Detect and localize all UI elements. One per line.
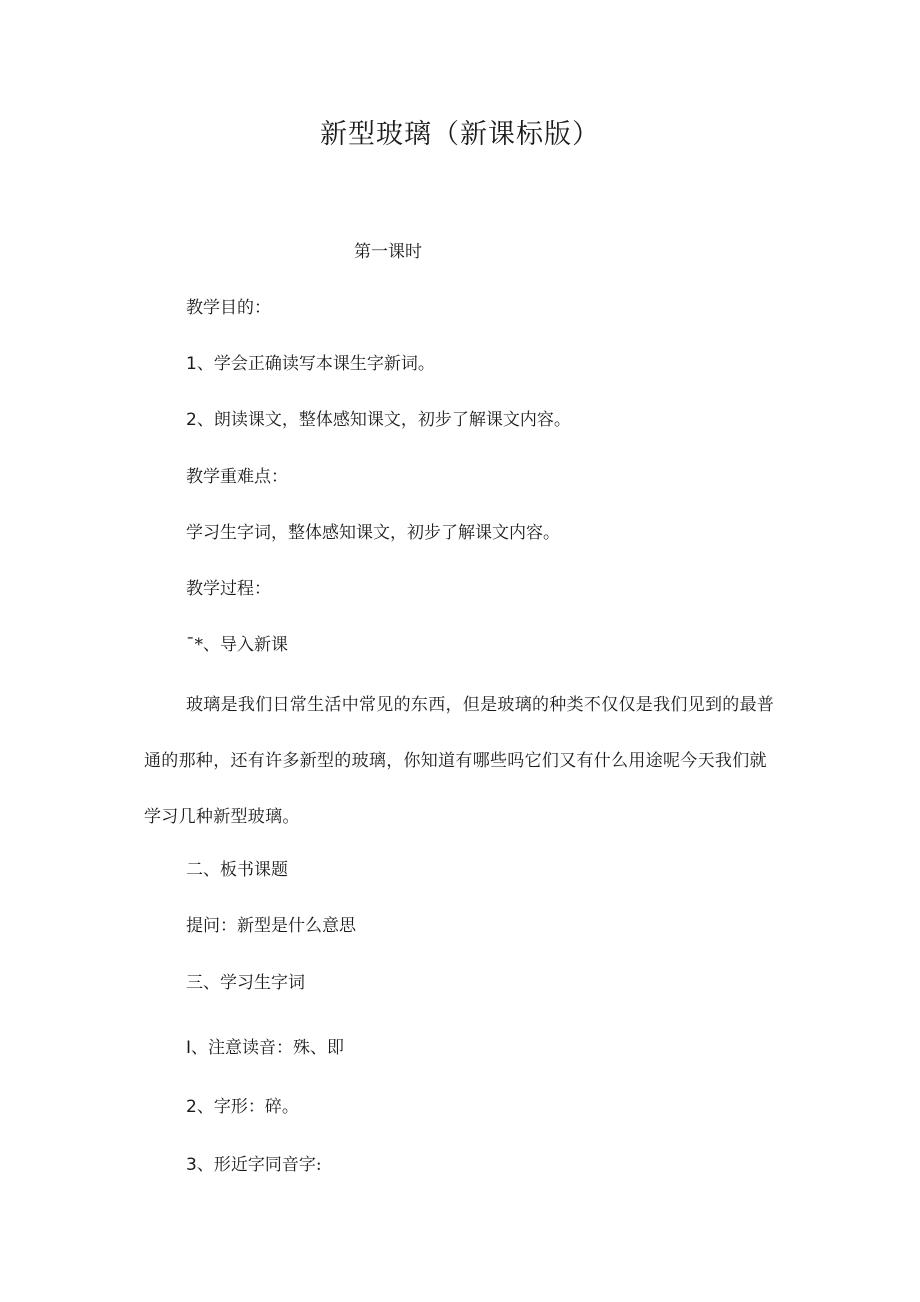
objective-2-text: 、朗读课文，整体感知课文，初步了解课文内容。 (196, 410, 571, 430)
item-3-number: 3 (186, 1155, 197, 1175)
key-points-heading: 教学重难点： (186, 467, 288, 487)
item-1-number: I (186, 1038, 192, 1058)
lesson-label: 第一课时 (354, 242, 422, 262)
objective-2 (186, 409, 571, 431)
item-2 (186, 1096, 299, 1118)
document-title: 新型玻璃（新课标版） (320, 119, 600, 150)
objective-2-number: 2 (186, 410, 197, 430)
step-1-heading: ¯*、导入新课 (186, 635, 288, 655)
item-2-text: 、字形：碎。 (196, 1097, 299, 1117)
objective-1-number: 1 (186, 354, 197, 374)
item-3-text: 、形近字同音字: (196, 1155, 322, 1175)
item-3 (186, 1154, 322, 1176)
step-2-heading: 二、板书课题 (186, 860, 288, 880)
objective-1 (186, 353, 435, 375)
objectives-heading: 教学目的： (186, 298, 271, 318)
question-line: 提问：新型是什么意思 (186, 916, 356, 936)
key-points-text: 学习生字词，整体感知课文，初步了解课文内容。 (186, 523, 560, 543)
step-3-heading: 三、学习生字词 (186, 973, 305, 993)
item-2-number: 2 (186, 1097, 197, 1117)
process-heading: 教学过程： (186, 579, 271, 599)
item-1 (186, 1037, 344, 1059)
objective-1-text: 、学会正确读写本课生字新词。 (196, 354, 435, 374)
step-1-paragraph: 玻璃是我们日常生活中常见的东西，但是玻璃的种类不仅仅是我们见到的最普通的那种，还有许多新型的玻璃，你知道有哪些吗它们又有什么用途呢今天我们就学习几种新型玻璃。 (144, 695, 775, 827)
item-1-text: 、注意读音：殊、即 (191, 1038, 345, 1058)
